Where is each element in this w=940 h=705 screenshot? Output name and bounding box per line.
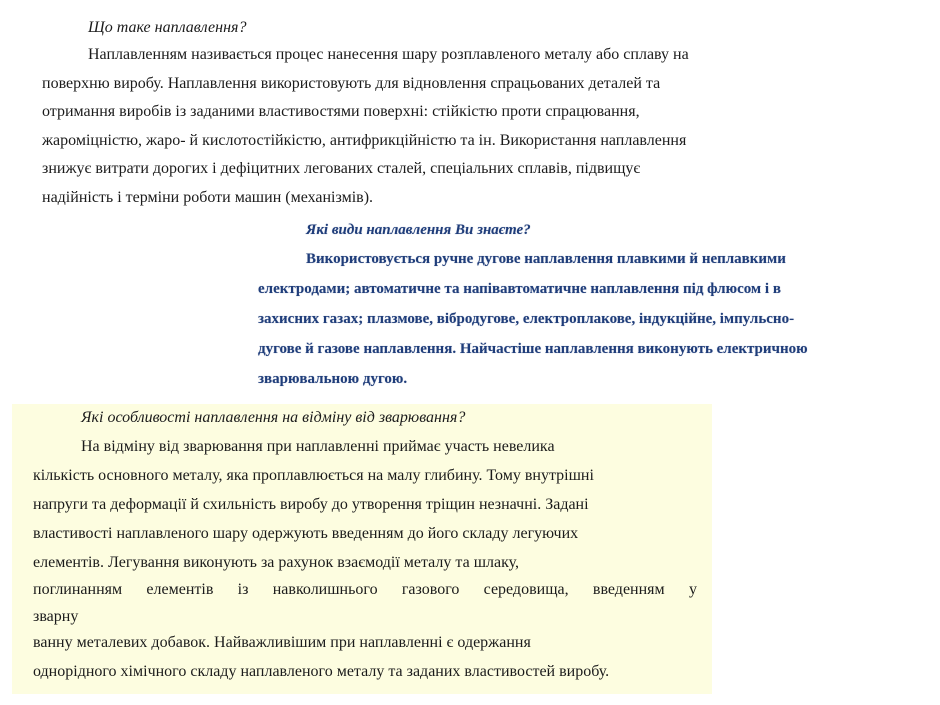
paragraph-line: зварну [33, 608, 79, 625]
paragraph-line: Використовується ручне дугове наплавлення плавкими й неплавкими [306, 251, 786, 267]
word: газового [401, 581, 460, 598]
paragraph-line: напруги та деформації й схильність виробу до утворення тріщин незначні. Задані [33, 496, 589, 513]
section-types-of-surfacing [258, 217, 908, 394]
paragraph-line: зварювальною дугою. [258, 371, 408, 387]
word: середовища, [483, 581, 569, 598]
section-surfacing-vs-welding [12, 404, 712, 694]
paragraph-line: кількість основного металу, яка проплавлюється на малу глибину. Тому внутрішні [33, 467, 594, 484]
paragraph-line: однорідного хімічного складу наплавленого металу та заданих властивостей виробу. [33, 663, 610, 680]
word: із [237, 581, 249, 598]
section-title: Які особливості наплавлення на відміну від зварювання? [81, 409, 466, 426]
word: елементів [146, 581, 214, 598]
paragraph-line-justified [33, 577, 697, 606]
paragraph-line: властивості наплавленого шару одержують введенням до його складу легуючих [33, 525, 579, 542]
paragraph-line: елементів. Легування виконують за рахунок взаємодії металу та шлаку, [33, 554, 520, 571]
section-what-is-surfacing [42, 14, 702, 212]
paragraph-line: На відміну від зварювання при наплавленні приймає участь невелика [81, 438, 555, 455]
paragraph-line: дугове й газове наплавлення. Найчастіше наплавлення виконують електричною [258, 341, 808, 357]
section-paragraph: Наплавленням називається процес нанесення шару розплавленого металу або сплаву на поверхню виробу. Наплавлення використовують для відновлення спрацьованих деталей та отримання виробів із заданими властивостями поверхні: стійкістю проти спрацювання, жароміцністю, жаро- й кислотостійкістю, антифрикційністю та ін. Використання наплавлення знижує витрати дорогих і дефіцитних легованих сталей, спеціальних сплавів, підвищує надійність і терміни роботи машин (механізмів). [42, 46, 689, 206]
section-title: Які види наплавлення Ви знаєте? [306, 222, 531, 238]
word: навколишнього [272, 581, 378, 598]
paragraph-line: електродами; автоматичне та напівавтоматичне наплавлення під флюсом і в [258, 281, 781, 297]
word: поглинанням [33, 581, 123, 598]
paragraph-line: захисних газах; плазмове, вібродугове, електроплакове, індукційне, імпульсно- [258, 311, 795, 327]
word: у [688, 581, 697, 598]
word: введенням [592, 581, 665, 598]
paragraph-line: ванну металевих добавок. Найважливішим при наплавленні є одержання [33, 634, 531, 651]
section-title: Що таке наплавлення? [88, 19, 247, 36]
